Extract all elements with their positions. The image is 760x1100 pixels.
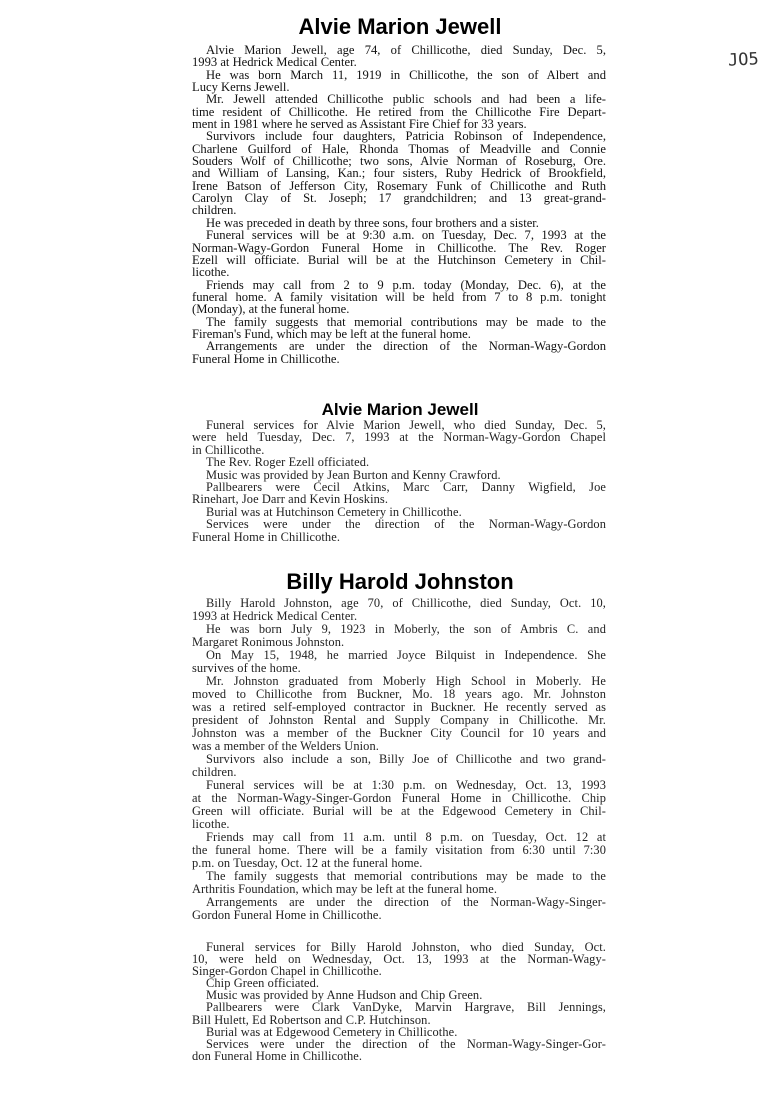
paragraph [192, 675, 606, 753]
text-line: Pallbearers were Clark VanDyke, Marvin Hargrave, Bill Jennings, [206, 1000, 606, 1015]
text-line: Billy Harold Johnston, age 70, of Chillicothe, died Sunday, Oct. 10, [206, 596, 606, 610]
text-line: the funeral home. There will be a family visitation from 6:30 until 7:30 [192, 843, 606, 857]
text-line: Arrangements are under the direction of the Norman-Wagy-Singer- [206, 895, 606, 909]
funeral-notice-title-jewell: Alvie Marion Jewell [321, 400, 479, 419]
paragraph [192, 229, 606, 278]
text-line: Alvie Marion Jewell, age 74, of Chillicothe, died Sunday, Dec. 5, [206, 43, 606, 57]
text-line: Funeral services for Billy Harold Johnston, who died Sunday, Oct. [206, 940, 606, 954]
paragraph [192, 896, 606, 922]
paragraph [192, 456, 606, 468]
paragraph [192, 279, 606, 316]
paragraph [192, 130, 606, 216]
obituary-body-johnston [192, 597, 606, 922]
paragraph [192, 1026, 606, 1038]
text-line: Singer-Gordon Chapel in Chillicothe. [192, 964, 382, 979]
text-line: Funeral services will be at 9:30 a.m. on Tuesday, Dec. 7, 1993 at the [206, 228, 606, 243]
obituary-title-jewell: Alvie Marion Jewell [298, 14, 502, 39]
paragraph [192, 623, 606, 649]
text-line: Charlene Guilford of Hale, Rhonda Thomas of Meadville and Connie [192, 141, 606, 156]
paragraph [192, 753, 606, 779]
text-line: Services were under the direction of the Norman-Wagy-Gordon [206, 517, 606, 532]
text-line: He was born March 11, 1919 in Chillicothe, the son of Albert and [206, 67, 606, 82]
text-line: Survivors also include a son, Billy Joe of Chillicothe and two grand- [206, 752, 606, 766]
handwritten-mark: JO5 [727, 49, 760, 71]
paragraph [192, 419, 606, 456]
text-line: Irene Batson of Jefferson City, Rosemary Funk of Chillicothe and Ruth [192, 178, 606, 193]
text-line: moved to Chillicothe from Buckner, Mo. 18 years ago. Mr. Johnston [192, 687, 606, 701]
text-line: Fireman's Fund, which may be left at the funeral home. [192, 326, 471, 341]
text-line: Gordon Funeral Home in Chillicothe. [192, 908, 382, 922]
text-line: Lucy Kerns Jewell. [192, 80, 290, 95]
paragraph [192, 649, 606, 675]
text-line: Souders Wolf of Chillicothe; two sons, Alvie Norman of Roseburg, Ore. [192, 154, 606, 169]
text-line: The Rev. Roger Ezell officiated. [206, 455, 370, 470]
text-line: The family suggests that memorial contributions may be made to the [206, 869, 606, 883]
text-line: Chip Green officiated. [206, 976, 320, 991]
text-line: Norman-Wagy-Gordon Funeral Home in Chillicothe. The Rev. Roger [192, 240, 606, 255]
paragraph [192, 831, 606, 870]
text-line: Rinehart, Joe Darr and Kevin Hoskins. [192, 492, 389, 507]
text-line: Arrangements are under the direction of the Norman-Wagy-Gordon [206, 339, 606, 354]
text-line: Friends may call from 11 a.m. until 8 p.m. on Tuesday, Oct. 12 at [206, 830, 606, 844]
text-line: was a member of the Welders Union. [192, 739, 379, 753]
paragraph [192, 518, 606, 543]
text-line: Funeral Home in Chillicothe. [192, 351, 340, 366]
text-line: time resident of Chillicothe. He retired from the Chillicothe Fire Depart- [192, 104, 606, 119]
text-line: Music was provided by Jean Burton and Kenny Crawford. [206, 467, 501, 482]
text-line: Green will officiate. Burial will be at the Edgewood Cemetery in Chil- [192, 804, 606, 818]
paragraph [192, 941, 606, 977]
text-line: Johnston was a member of the Buckner City Council for 10 years and [192, 726, 606, 740]
text-line: He was born July 9, 1923 in Moberly, the son of Ambris C. and [206, 622, 606, 636]
text-line: funeral home. A family visitation will be held from 7 to 8 p.m. tonight [192, 289, 606, 304]
text-line: Burial was at Hutchinson Cemetery in Chillicothe. [206, 504, 462, 519]
text-line: Arthritis Foundation, which may be left at the funeral home. [192, 882, 498, 896]
text-line: children. [192, 765, 237, 779]
paragraph [192, 481, 606, 506]
paragraph [192, 69, 606, 94]
text-line: 10, were held on Wednesday, Oct. 13, 1993 at the Norman-Wagy- [192, 952, 606, 967]
text-line: licothe. [192, 817, 230, 831]
text-line: licothe. [192, 265, 230, 280]
text-line: Survivors include four daughters, Patricia Robinson of Independence, [206, 129, 606, 144]
text-line: Services were under the direction of the Norman-Wagy-Singer-Gor- [206, 1036, 606, 1051]
text-line: p.m. on Tuesday, Oct. 12 at the funeral home. [192, 856, 423, 870]
text-line: Burial was at Edgewood Cemetery in Chillicothe. [206, 1024, 458, 1039]
text-line: survives of the home. [192, 661, 301, 675]
text-line: Ezell will officiate. Burial will be at the Hutchinson Cemetery in Chil- [192, 252, 606, 267]
text-line: Music was provided by Anne Hudson and Chip Green. [206, 988, 483, 1003]
text-line: was a retired self-employed contractor in Buckner. He recently served as [192, 700, 606, 714]
text-line: On May 15, 1948, he married Joyce Bilquist in Independence. She [206, 648, 606, 662]
text-line: president of Johnston Rental and Supply Company in Chillicothe. Mr. [192, 713, 606, 727]
paragraph [192, 316, 606, 341]
text-line: in Chillicothe. [192, 442, 265, 457]
paragraph [192, 93, 606, 130]
text-line: Carolyn Clay of St. Joseph; 17 grandchildren; and 13 great-grand- [192, 191, 606, 206]
paragraph [192, 1038, 606, 1062]
text-line: were held Tuesday, Dec. 7, 1993 at the Norman-Wagy-Gordon Chapel [192, 430, 606, 445]
text-line: Funeral Home in Chillicothe. [192, 529, 341, 544]
text-line: ment in 1981 where he served as Assistant Fire Chief for 33 years. [192, 117, 527, 132]
text-line: and William of Lansing, Kan.; four sisters, Ruby Hedrick of Brookfield, [192, 166, 606, 181]
text-line: Margaret Ronimous Johnston. [192, 635, 345, 649]
paragraph [192, 779, 606, 831]
text-line: Funeral services will be at 1:30 p.m. on Wednesday, Oct. 13, 1993 [206, 778, 606, 792]
text-line: The family suggests that memorial contributions may be made to the [206, 314, 606, 329]
text-line: 1993 at Hedrick Medical Center. [192, 55, 357, 70]
paragraph [192, 870, 606, 896]
text-line: Pallbearers were Cecil Atkins, Marc Carr, Danny Wigfield, Joe [206, 479, 606, 494]
paragraph [192, 44, 606, 69]
text-line: children. [192, 203, 237, 218]
text-line: don Funeral Home in Chillicothe. [192, 1048, 363, 1063]
text-line: at the Norman-Wagy-Singer-Gordon Funeral Home in Chillicothe. Chip [192, 791, 606, 805]
text-line: Funeral services for Alvie Marion Jewell, who died Sunday, Dec. 5, [206, 418, 606, 432]
text-line: (Monday), at the funeral home. [192, 302, 350, 317]
text-line: Mr. Johnston graduated from Moberly High School in Moberly. He [206, 674, 606, 688]
text-line: 1993 at Hedrick Medical Center. [192, 609, 358, 623]
obituary-body-jewell [192, 44, 606, 365]
obituary-title-johnston: Billy Harold Johnston [286, 569, 514, 594]
text-line: Friends may call from 2 to 9 p.m. today (Monday, Dec. 6), at the [206, 277, 606, 292]
paragraph [192, 340, 606, 365]
funeral-notice-body-johnston [192, 941, 606, 1062]
text-line: Mr. Jewell attended Chillicothe public schools and had been a life- [206, 92, 606, 107]
text-line: Bill Hulett, Ed Robertson and C.P. Hutchinson. [192, 1012, 431, 1027]
text-line: He was preceded in death by three sons, four brothers and a sister. [206, 215, 539, 230]
paragraph [192, 1001, 606, 1025]
paragraph [192, 597, 606, 623]
funeral-notice-body-jewell [192, 419, 606, 543]
